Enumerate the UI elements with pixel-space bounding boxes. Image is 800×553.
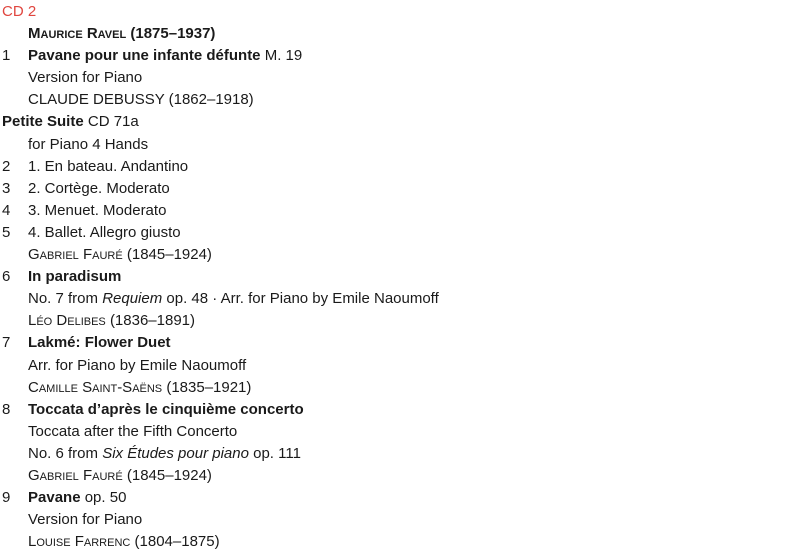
work-heading: [28, 332, 171, 354]
work-catalog: M. 19: [264, 47, 303, 65]
composer-credit: [28, 310, 195, 332]
composer-dates: (1835–1921): [166, 378, 252, 396]
track-number: 2: [2, 157, 11, 175]
composer-credit: [28, 23, 215, 45]
work-detail: [28, 288, 439, 310]
composer-dates: (1862–1918): [168, 91, 254, 109]
work-heading: [2, 111, 139, 133]
composer-name: Léo Delibes: [28, 312, 106, 330]
composer-name: Louise Farrenc: [28, 533, 131, 551]
detail-text: for Piano 4 Hands: [28, 135, 149, 153]
work-catalog: op. 50: [84, 489, 127, 507]
movement-title: 4. Ballet. Allegro giusto: [28, 223, 181, 241]
work-title: In paradisum: [28, 268, 122, 286]
track-number: 9: [2, 489, 11, 507]
work-heading: [28, 266, 121, 288]
track-number: 7: [2, 334, 11, 352]
detail-italic-title: Requiem: [102, 290, 163, 308]
composer-name: Camille Saint-Saëns: [28, 378, 163, 396]
detail-italic-title: Six Études pour piano: [102, 444, 249, 462]
detail-text: Version for Piano: [28, 511, 143, 529]
work-title: Petite Suite: [2, 113, 84, 131]
work-title: Pavane pour une infante défunte: [28, 47, 261, 65]
composer-credit: [28, 465, 212, 487]
work-heading: [28, 399, 304, 421]
track-number: 5: [2, 223, 11, 241]
movement-title: 2. Cortège. Moderato: [28, 179, 170, 197]
composer-name: Gabriel Fauré: [28, 246, 123, 263]
composer-name: Maurice Ravel: [28, 25, 127, 42]
track-number: 8: [2, 400, 11, 418]
composer-credit: [28, 244, 212, 266]
composer-dates: (1804–1875): [134, 533, 220, 551]
work-detail: [28, 443, 301, 465]
movement-title: 1. En bateau. Andantino: [28, 157, 189, 175]
composer-credit: [28, 89, 254, 111]
detail-text: Arr. for Piano by Emile Naoumoff: [28, 356, 247, 374]
detail-prefix: No. 6 from: [28, 444, 103, 462]
cd-label-text: CD 2: [2, 3, 37, 20]
detail-suffix: op. 48 · Arr. for Piano by Emile Naoumoff: [162, 290, 439, 308]
composer-dates: (1836–1891): [109, 312, 196, 330]
composer-credit: [28, 377, 251, 399]
track-number: 1: [2, 47, 11, 65]
composer-dates: (1875–1937): [130, 25, 216, 42]
work-catalog: CD 71a: [87, 113, 139, 131]
track-number: 4: [2, 201, 11, 219]
detail-text: Version for Piano: [28, 69, 143, 87]
work-heading: [28, 45, 302, 67]
movement-title: 3. Menuet. Moderato: [28, 201, 167, 219]
work-title: Toccata d’après le cinquième concerto: [28, 400, 304, 418]
composer-dates: (1845–1924): [126, 467, 212, 484]
detail-prefix: No. 7 from: [28, 290, 103, 308]
detail-text: Toccata after the Fifth Concerto: [28, 422, 238, 440]
composer-credit: [28, 531, 220, 553]
work-title: Pavane: [28, 489, 81, 507]
detail-suffix: op. 111: [248, 444, 301, 462]
work-title: Lakmé: Flower Duet: [28, 334, 171, 352]
work-heading: [28, 487, 126, 509]
composer-dates: (1845–1924): [126, 246, 212, 263]
composer-name: Gabriel Fauré: [28, 467, 123, 484]
track-number: 3: [2, 179, 11, 197]
composer-name: CLAUDE DEBUSSY: [28, 91, 165, 109]
track-number: 6: [2, 268, 11, 286]
